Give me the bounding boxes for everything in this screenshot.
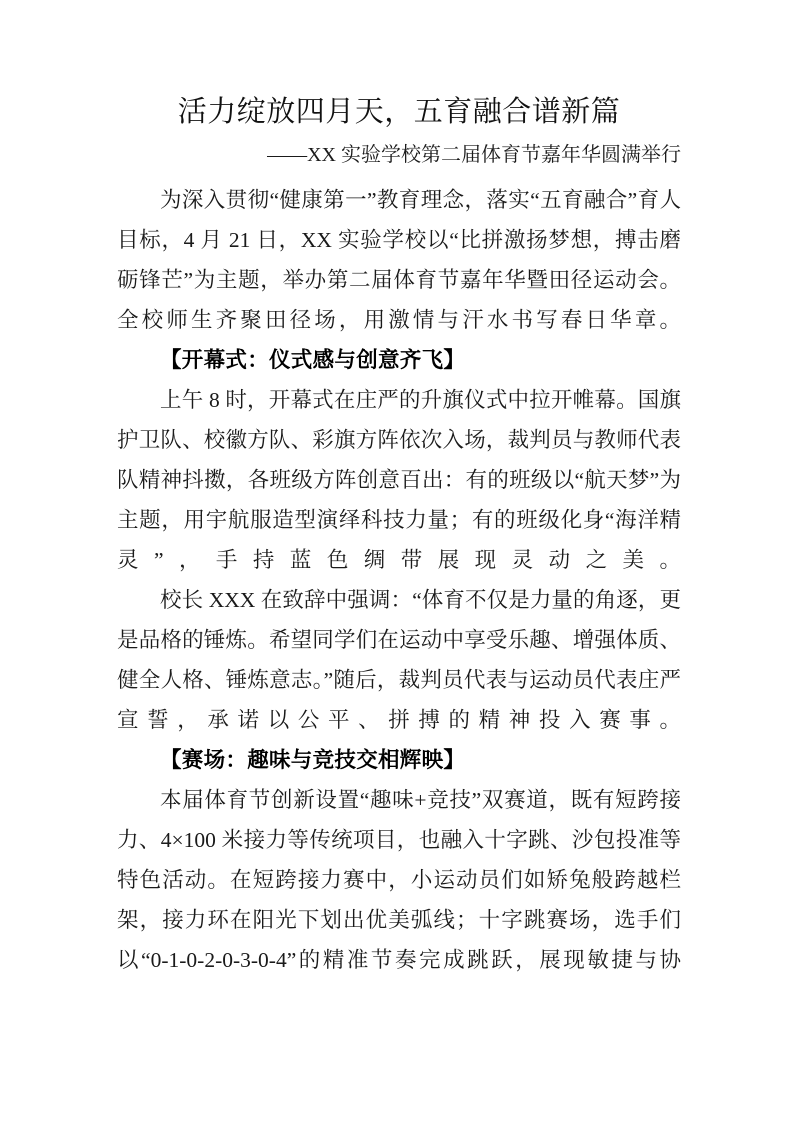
competition-field-paragraph: 本届体育节创新设置“趣味+竞技”双赛道，既有短跨接力、4×100 米接力等传统项目，也融入十字跳、沙包投准等特色活动。在短跨接力赛中，小运动员们如矫兔般跨越栏架，接力环在阳光下划出优美弧线；十字跳赛场，选手们以“0-1-0-2-0-3-0-4”的精准节奏完成跳跃，展现敏捷与协 — [117, 788, 681, 972]
page-title: 活力绽放四月天，五育融合谱新篇 — [177, 96, 621, 128]
opening-ceremony-paragraph: 上午 8 时，开幕式在庄严的升旗仪式中拉开帷幕。国旗护卫队、校徽方队、彩旗方阵依次入场，裁判员与教师代表队精神抖擞，各班级方阵创意百出：有的班级以“航天梦”为主题，用宇航服造型演绎科技力量；有的班级化身“海洋精灵”，手持蓝色绸带展现灵动之美。 — [117, 388, 681, 572]
heading-competition-field: 【赛场：趣味与竞技交相辉映】 — [160, 748, 466, 772]
intro-paragraph: 为深入贯彻“健康第一”教育理念，落实“五育融合”育人目标，4 月 21 日，XX 实验学校以“比拼激扬梦想，搏击磨砺锋芒”为主题，举办第二届体育节嘉年华暨田径运动会。全校师生齐聚田径场，用激情与汗水书写春日华章。 — [117, 188, 681, 332]
document-subtitle: ——XX 实验学校第二届体育节嘉年华圆满举行 — [267, 144, 681, 166]
heading-opening-ceremony: 【开幕式：仪式感与创意齐飞】 — [160, 348, 466, 372]
principal-speech-paragraph: 校长 XXX 在致辞中强调：“体育不仅是力量的角逐，更是品格的锤炼。希望同学们在运动中享受乐趣、增强体质、健全人格、锤炼意志。”随后，裁判员代表与运动员代表庄严宣誓，承诺以公平、拼搏的精神投入赛事。 — [117, 588, 681, 732]
document-body — [117, 92, 681, 980]
